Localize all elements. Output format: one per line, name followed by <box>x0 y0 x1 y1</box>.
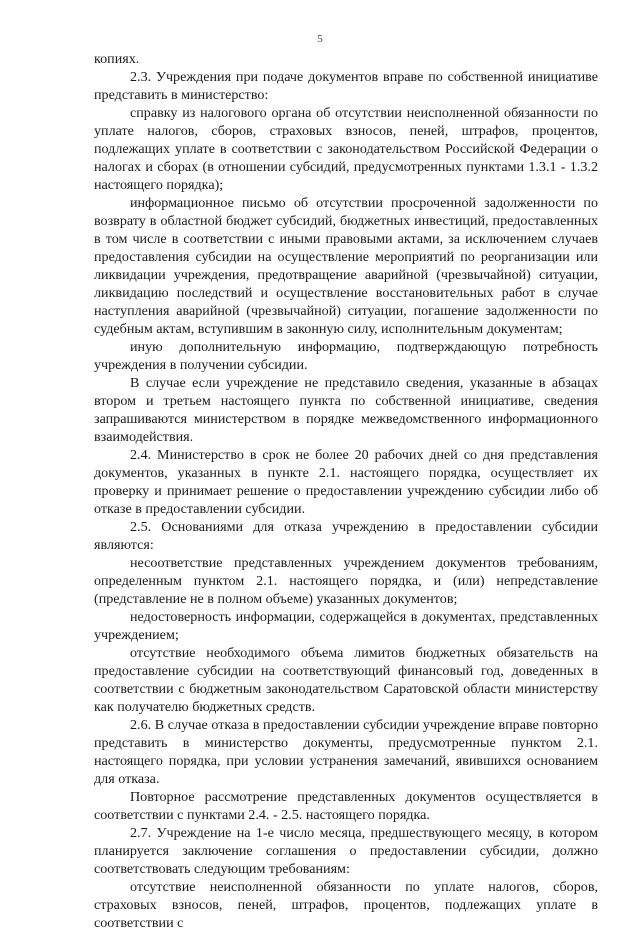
paragraph-noncompliance: несоответствие представленных учреждением документов требованиям, определенным пунктом 2.1. настоящего порядка, и (или) непредставление (представление не в полном объеме) указанных документов; <box>94 555 598 607</box>
paragraph-interagency-request: В случае если учреждение не представило сведения, указанные в абзацах втором и третьем настоящего пункта по собственной инициативе, сведения запрашиваются министерством в порядке межведомственного информационного взаимодействия. <box>94 375 598 445</box>
paragraph-unreliable-info: недостоверность информации, содержащейся в документах, представленных учреждением; <box>94 609 598 643</box>
page-number: 5 <box>317 33 323 45</box>
paragraph-2-3: 2.3. Учреждения при подаче документов вправе по собственной инициативе представить в министерство: <box>94 69 598 103</box>
paragraph-2-5: 2.5. Основаниями для отказа учреждению в предоставлении субсидии являются: <box>94 519 598 553</box>
paragraph-budget-limits: отсутствие необходимого объема лимитов бюджетных обязательств на предоставление субсидии на соответствующий финансовый год, доведенных в соответствии с бюджетным законодательством Саратовской области министерству как получателю бюджетных средств. <box>94 645 598 715</box>
paragraph-reconsideration: Повторное рассмотрение представленных документов осуществляется в соответствии с пунктами 2.4. - 2.5. настоящего порядка. <box>94 789 598 823</box>
document-body <box>94 50 598 932</box>
paragraph-2-4: 2.4. Министерство в срок не более 20 рабочих дней со дня представления документов, указанных в пункте 2.1. настоящего порядка, осуществляет их проверку и принимает решение о предоставлении учреждению субсидии либо об отказе в предоставлении субсидии. <box>94 447 598 517</box>
paragraph-info-letter: информационное письмо об отсутствии просроченной задолженности по возврату в областной бюджет субсидий, бюджетных инвестиций, предоставленных в том числе в соответствии с иными правовыми актами, за исключением случаев предоставления субсидии на осуществление мероприятий по реорганизации или ликвидации учреждения, предотвращение аварийной (чрезвычайной) ситуации, ликвидацию последствий и осуществление восстановительных работ в случае наступления аварийной (чрезвычайной) ситуации, погашение задолженности по судебным актам, вступившим в законную силу, исполнительным документам; <box>94 195 598 337</box>
paragraph-tax-certificate: справку из налогового органа об отсутствии неисполненной обязанности по уплате налогов, сборов, страховых взносов, пеней, штрафов, процентов, подлежащих уплате в соответствии с законодательством Российской Федерации о налогах и сборах (в отношении субсидий, предусмотренных пунктами 1.3.1 - 1.3.2 настоящего порядка); <box>94 105 598 193</box>
paragraph-continuation: копиях. <box>94 51 140 67</box>
paragraph-additional-info: иную дополнительную информацию, подтверждающую потребность учреждения в получении субсидии. <box>94 339 598 373</box>
paragraph-2-6: 2.6. В случае отказа в предоставлении субсидии учреждение вправе повторно представить в министерство документы, предусмотренные пунктом 2.1. настоящего порядка, при условии устранения замечаний, явившихся основанием для отказа. <box>94 717 598 787</box>
paragraph-tax-obligation: отсутствие неисполненной обязанности по уплате налогов, сборов, страховых взносов, пеней, штрафов, процентов, подлежащих уплате в соответствии с <box>94 879 598 931</box>
paragraph-2-7: 2.7. Учреждение на 1-е число месяца, предшествующего месяцу, в котором планируется заключение соглашения о предоставлении субсидии, должно соответствовать следующим требованиям: <box>94 825 598 877</box>
